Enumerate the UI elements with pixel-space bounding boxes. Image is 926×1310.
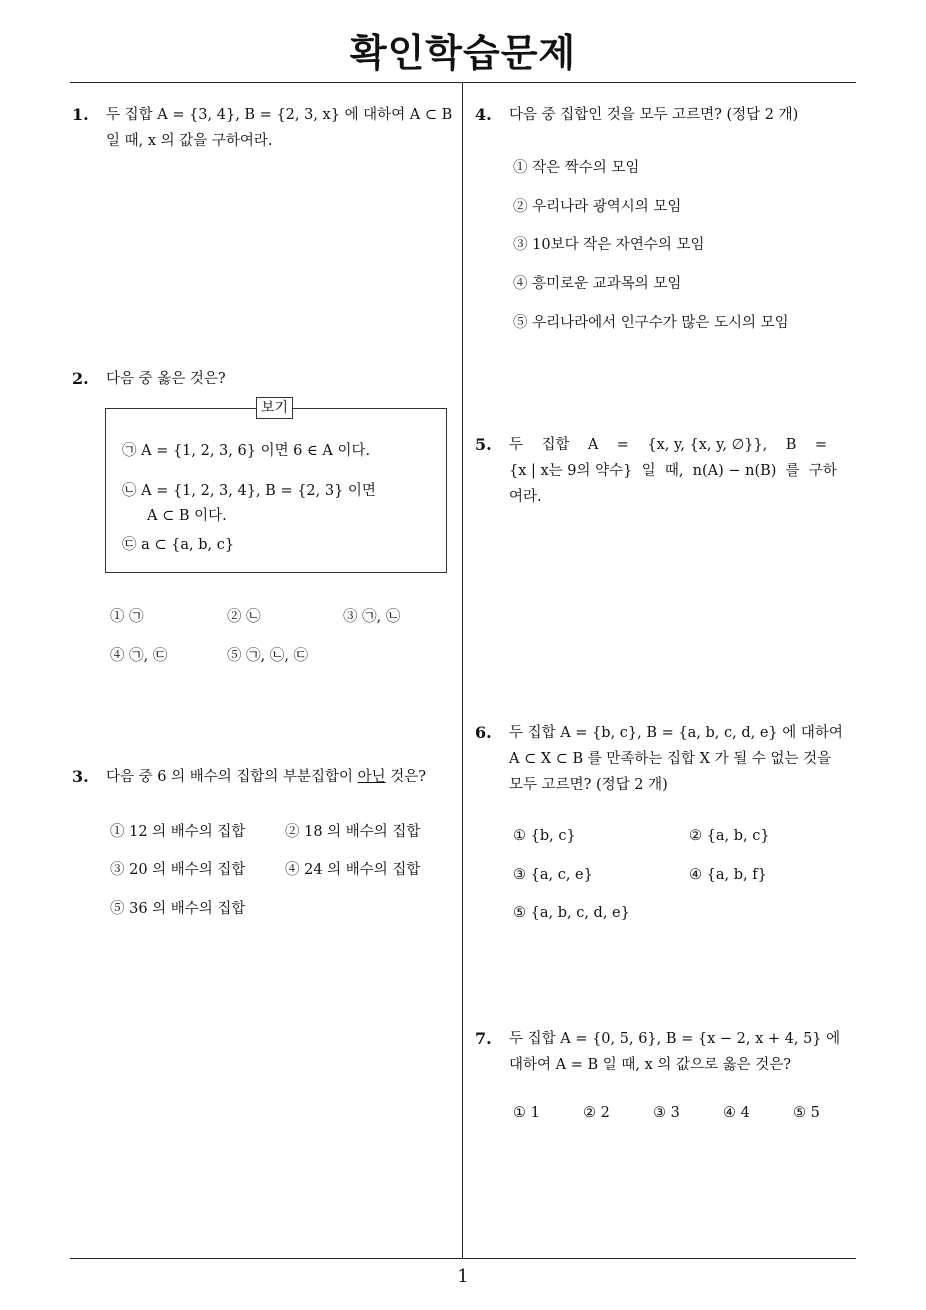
column-divider bbox=[462, 83, 463, 1259]
answer-option[interactable]: ③ 10보다 작은 자연수의 모임 bbox=[513, 237, 705, 253]
answer-option[interactable]: ② 18 의 배수의 집합 bbox=[285, 824, 421, 840]
question-text: 다음 중 옳은 것은? bbox=[106, 371, 226, 387]
question-text bbox=[106, 764, 456, 790]
example-item: ㉡ A = {1, 2, 3, 4}, B = {2, 3} 이면 bbox=[122, 483, 376, 499]
question-text-part: 것은? bbox=[385, 769, 427, 785]
example-item-continued: A ⊂ B 이다. bbox=[147, 508, 227, 524]
answer-option[interactable]: ③ {a, c, e} bbox=[513, 867, 593, 883]
question-text-line: 대하여 A = B 일 때, x 의 값으로 옳은 것은? bbox=[509, 1057, 792, 1073]
question-1 bbox=[72, 102, 456, 154]
question-text-part: 다음 중 6 의 배수의 집합의 부분집합이 bbox=[106, 769, 358, 785]
answer-option[interactable]: ⑤ ㉠, ㉡, ㉢ bbox=[227, 648, 309, 664]
answer-option[interactable]: ② 우리나라 광역시의 모임 bbox=[513, 199, 682, 215]
question-number: 3. bbox=[72, 767, 89, 786]
question-6 bbox=[475, 720, 865, 798]
answer-option[interactable]: ④ {a, b, f} bbox=[689, 867, 767, 883]
answer-option[interactable]: ① 12 의 배수의 집합 bbox=[110, 824, 246, 840]
answer-option[interactable]: ③ ㉠, ㉡ bbox=[343, 609, 401, 625]
answer-option[interactable]: ① 작은 짝수의 모임 bbox=[513, 160, 640, 176]
question-text-line: 두 집합 A = {x, y, {x, y, ∅}}, B = bbox=[509, 437, 827, 453]
answer-option[interactable]: ② ㉡ bbox=[227, 609, 261, 625]
answer-option[interactable]: ③ 20 의 배수의 집합 bbox=[110, 862, 246, 878]
answer-option[interactable]: ① 1 bbox=[513, 1105, 540, 1121]
question-5 bbox=[475, 432, 865, 510]
question-text: 두 집합 A = {3, 4}, B = {2, 3, x} 에 대하여 A ⊂ B 일 때, x 의 값을 구하여라. bbox=[106, 107, 453, 149]
question-2 bbox=[72, 366, 456, 392]
answer-option[interactable]: ② {a, b, c} bbox=[689, 828, 770, 844]
question-number: 5. bbox=[475, 435, 492, 454]
question-number: 7. bbox=[475, 1029, 492, 1048]
answer-option[interactable]: ⑤ 5 bbox=[793, 1105, 820, 1121]
answer-option[interactable]: ③ 3 bbox=[653, 1105, 680, 1121]
question-4 bbox=[475, 102, 865, 128]
question-number: 2. bbox=[72, 369, 89, 388]
header-rule bbox=[70, 82, 856, 83]
answer-option[interactable]: ② 2 bbox=[583, 1105, 610, 1121]
question-text-line: A ⊂ X ⊂ B 를 만족하는 집합 X 가 될 수 없는 것을 bbox=[509, 751, 832, 767]
answer-option[interactable]: ④ 24 의 배수의 집합 bbox=[285, 862, 421, 878]
question-number: 1. bbox=[72, 105, 89, 124]
question-text-line: 두 집합 A = {0, 5, 6}, B = {x − 2, x + 4, 5} 에 bbox=[509, 1031, 841, 1047]
question-text-line: 두 집합 A = {b, c}, B = {a, b, c, d, e} 에 대하여 bbox=[509, 725, 843, 741]
example-item: ㉠ A = {1, 2, 3, 6} 이면 6 ∈ A 이다. bbox=[122, 443, 371, 459]
answer-option[interactable]: ④ ㉠, ㉢ bbox=[110, 648, 168, 664]
question-3 bbox=[72, 764, 456, 790]
question-text-line: 모두 고르면? (정답 2 개) bbox=[509, 777, 668, 793]
answer-option[interactable]: ⑤ 우리나라에서 인구수가 많은 도시의 모임 bbox=[513, 315, 789, 331]
answer-option[interactable]: ① ㉠ bbox=[110, 609, 144, 625]
underlined-word: 아닌 bbox=[357, 769, 386, 785]
question-7 bbox=[475, 1026, 865, 1078]
answer-option[interactable]: ④ 흥미로운 교과목의 모임 bbox=[513, 276, 682, 292]
answer-option[interactable]: ⑤ 36 의 배수의 집합 bbox=[110, 901, 246, 917]
question-number: 6. bbox=[475, 723, 492, 742]
answer-option[interactable]: ⑤ {a, b, c, d, e} bbox=[513, 905, 630, 921]
example-box-label: 보기 bbox=[256, 397, 293, 419]
answer-option[interactable]: ④ 4 bbox=[723, 1105, 750, 1121]
question-number: 4. bbox=[475, 105, 492, 124]
question-text: 다음 중 집합인 것을 모두 고르면? (정답 2 개) bbox=[509, 107, 799, 123]
question-text-line: 여라. bbox=[509, 489, 542, 505]
page-number: 1 bbox=[457, 1266, 469, 1287]
example-item: ㉢ a ⊂ {a, b, c} bbox=[122, 537, 235, 553]
question-text-line: {x | x는 9의 약수} 일 때, n(A) − n(B) 를 구하 bbox=[509, 463, 837, 479]
page-title: 확인학습문제 bbox=[349, 31, 577, 75]
footer-rule bbox=[70, 1258, 856, 1259]
answer-option[interactable]: ① {b, c} bbox=[513, 828, 576, 844]
